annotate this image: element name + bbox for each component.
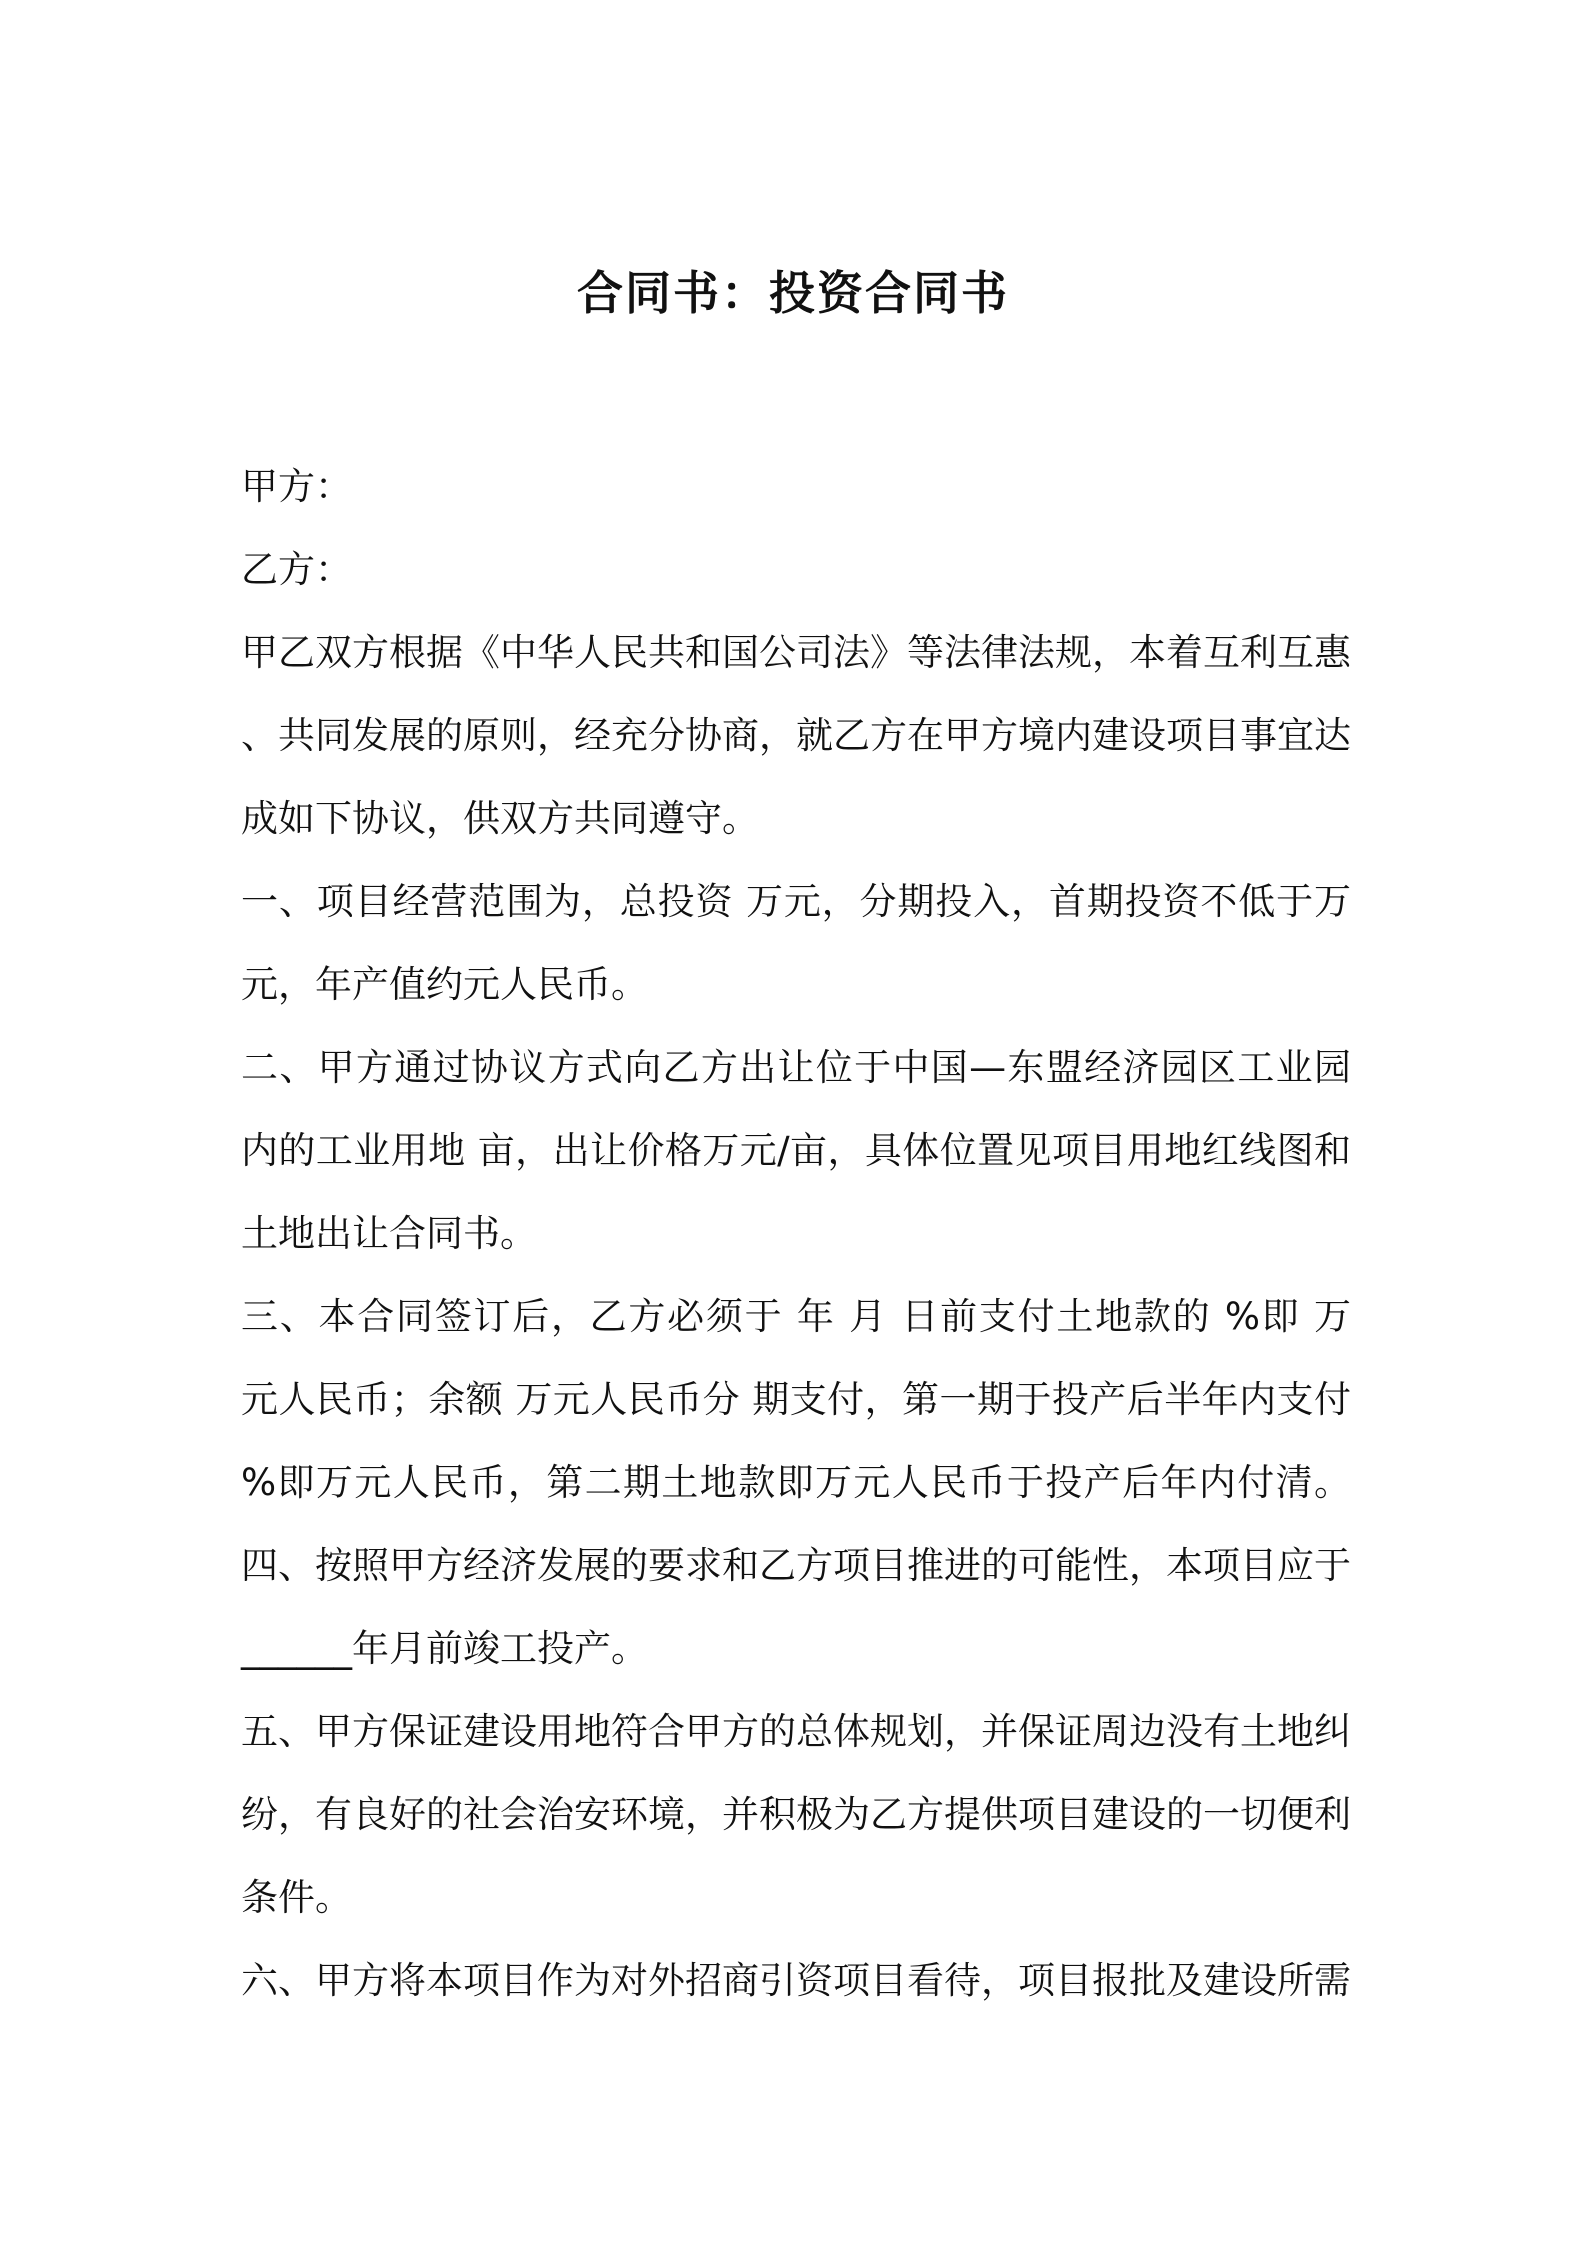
text-line: 二、甲方通过协议方式向乙方出让位于中国—东盟经济园区工业园 <box>241 1046 1351 1089</box>
text-line: 纷，有良好的社会治安环境，并积极为乙方提供项目建设的一切便利 <box>241 1793 1351 1836</box>
text-line: 甲方： <box>241 465 352 508</box>
text-line: 一、项目经营范围为，总投资 万元，分期投入，首期投资不低于万 <box>241 880 1351 923</box>
text-line: 内的工业用地 亩，出让价格万元/亩，具体位置见项目用地红线图和 <box>241 1129 1351 1172</box>
text-line: 土地出让合同书。 <box>241 1212 537 1255</box>
text-line: 四、按照甲方经济发展的要求和乙方项目推进的可能性，本项目应于 <box>241 1544 1351 1587</box>
text-line: 元，年产值约元人民币。 <box>241 963 648 1006</box>
text-line: 甲乙双方根据《中华人民共和国公司法》等法律法规，本着互利互惠 <box>241 631 1351 674</box>
text-line: %即万元人民币，第二期土地款即万元人民币于投产后年内付清。 <box>241 1461 1351 1504</box>
text-line: 元人民币；余额 万元人民币分 期支付，第一期于投产后半年内支付 <box>241 1378 1351 1421</box>
text-line: 成如下协议，供双方共同遵守。 <box>241 797 759 840</box>
document-body <box>241 445 1351 2022</box>
text-line: 条件。 <box>241 1876 352 1919</box>
text-line: 、共同发展的原则，经充分协商，就乙方在甲方境内建设项目事宜达 <box>241 714 1351 757</box>
text-line: 五、甲方保证建设用地符合甲方的总体规划，并保证周边没有土地纠 <box>241 1710 1351 1753</box>
text-line: ______年月前竣工投产。 <box>241 1627 648 1670</box>
text-line: 六、甲方将本项目作为对外招商引资项目看待，项目报批及建设所需 <box>241 1959 1351 2002</box>
text-line: 乙方： <box>241 548 352 591</box>
document-title: 合同书：投资合同书 <box>577 266 1009 320</box>
text-line: 三、本合同签订后，乙方必须于 年 月 日前支付土地款的 %即 万 <box>241 1295 1351 1338</box>
